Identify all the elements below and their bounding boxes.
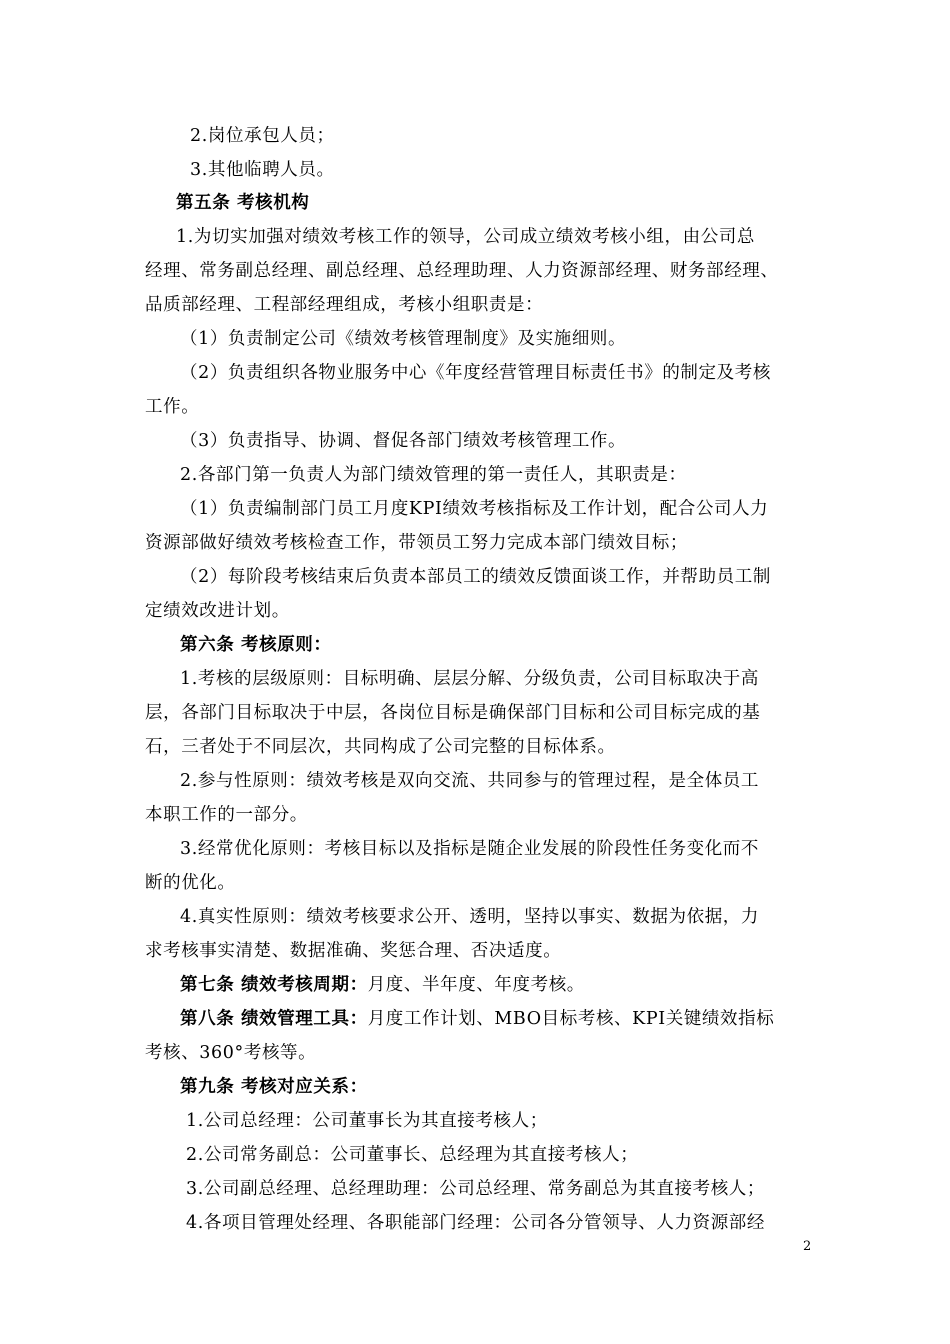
- section-line: [180, 1002, 860, 1036]
- section-heading: 第六条 考核原则：: [180, 635, 332, 655]
- text-line: （1）负责编制部门员工月度KPI绩效考核指标及工作计划，配合公司人力: [180, 499, 769, 519]
- text-line: 2.公司常务副总：公司董事长、总经理为其直接考核人；: [186, 1145, 639, 1165]
- text-line: 2.各部门第一负责人为部门绩效管理的第一责任人，其职责是：: [180, 465, 687, 485]
- text-line: 3.经常优化原则：考核目标以及指标是随企业发展的阶段性任务变化而不: [180, 839, 759, 859]
- section-heading: 第八条 绩效管理工具：: [180, 1009, 368, 1029]
- section-heading: 第五条 考核机构: [176, 193, 310, 213]
- page-number: 2: [803, 1239, 812, 1254]
- text-line: 1.考核的层级原则：目标明确、层层分解、分级负责，公司目标取决于高: [180, 669, 759, 689]
- section-text: 月度工作计划、MBO目标考核、KPI关键绩效指标: [367, 1009, 775, 1029]
- text-line: 1.公司总经理：公司董事长为其直接考核人；: [186, 1111, 548, 1131]
- text-line: 3.其他临聘人员。: [190, 160, 335, 180]
- text-line: 石，三者处于不同层次，共同构成了公司完整的目标体系。: [145, 737, 616, 757]
- text-line: （2）负责组织各物业服务中心《年度经营管理目标责任书》的制定及考核: [180, 363, 771, 383]
- text-line: 1.为切实加强对绩效考核工作的领导，公司成立绩效考核小组，由公司总: [176, 227, 755, 247]
- text-line: （1）负责制定公司《绩效考核管理制度》及实施细则。: [180, 329, 627, 349]
- text-line: 求考核事实清楚、数据准确、奖惩合理、否决适度。: [145, 941, 562, 961]
- section-line: [180, 968, 860, 1002]
- text-line: 断的优化。: [145, 873, 236, 893]
- text-line: 4.真实性原则：绩效考核要求公开、透明，坚持以事实、数据为依据，力: [180, 907, 759, 927]
- section-text: 月度、半年度、年度考核。: [367, 975, 585, 995]
- text-line: 资源部做好绩效考核检查工作，带领员工努力完成本部门绩效目标；: [145, 533, 688, 553]
- text-line: 本职工作的一部分。: [145, 805, 308, 825]
- section-heading: 第九条 考核对应关系：: [180, 1077, 368, 1097]
- text-line: 考核、360°考核等。: [145, 1043, 317, 1063]
- text-line: 2.参与性原则：绩效考核是双向交流、共同参与的管理过程，是全体员工: [180, 771, 759, 791]
- section-heading: 第七条 绩效考核周期：: [180, 975, 368, 995]
- text-line: （2）每阶段考核结束后负责本部员工的绩效反馈面谈工作，并帮助员工制: [180, 567, 771, 587]
- text-line: （3）负责指导、协调、督促各部门绩效考核管理工作。: [180, 431, 627, 451]
- text-line: 品质部经理、工程部经理组成，考核小组职责是：: [145, 295, 544, 315]
- text-line: 4.各项目管理处经理、各职能部门经理：公司各分管领导、人力资源部经: [186, 1213, 765, 1233]
- text-line: 经理、常务副总经理、副总经理、总经理助理、人力资源部经理、财务部经理、: [145, 261, 779, 281]
- text-line: 工作。: [145, 397, 200, 417]
- text-line: 层，各部门目标取决于中层，各岗位目标是确保部门目标和公司目标完成的基: [145, 703, 761, 723]
- text-line: 定绩效改进计划。: [145, 601, 290, 621]
- text-line: 3.公司副总经理、总经理助理：公司总经理、常务副总为其直接考核人；: [186, 1179, 765, 1199]
- text-line: 2.岗位承包人员；: [190, 126, 335, 146]
